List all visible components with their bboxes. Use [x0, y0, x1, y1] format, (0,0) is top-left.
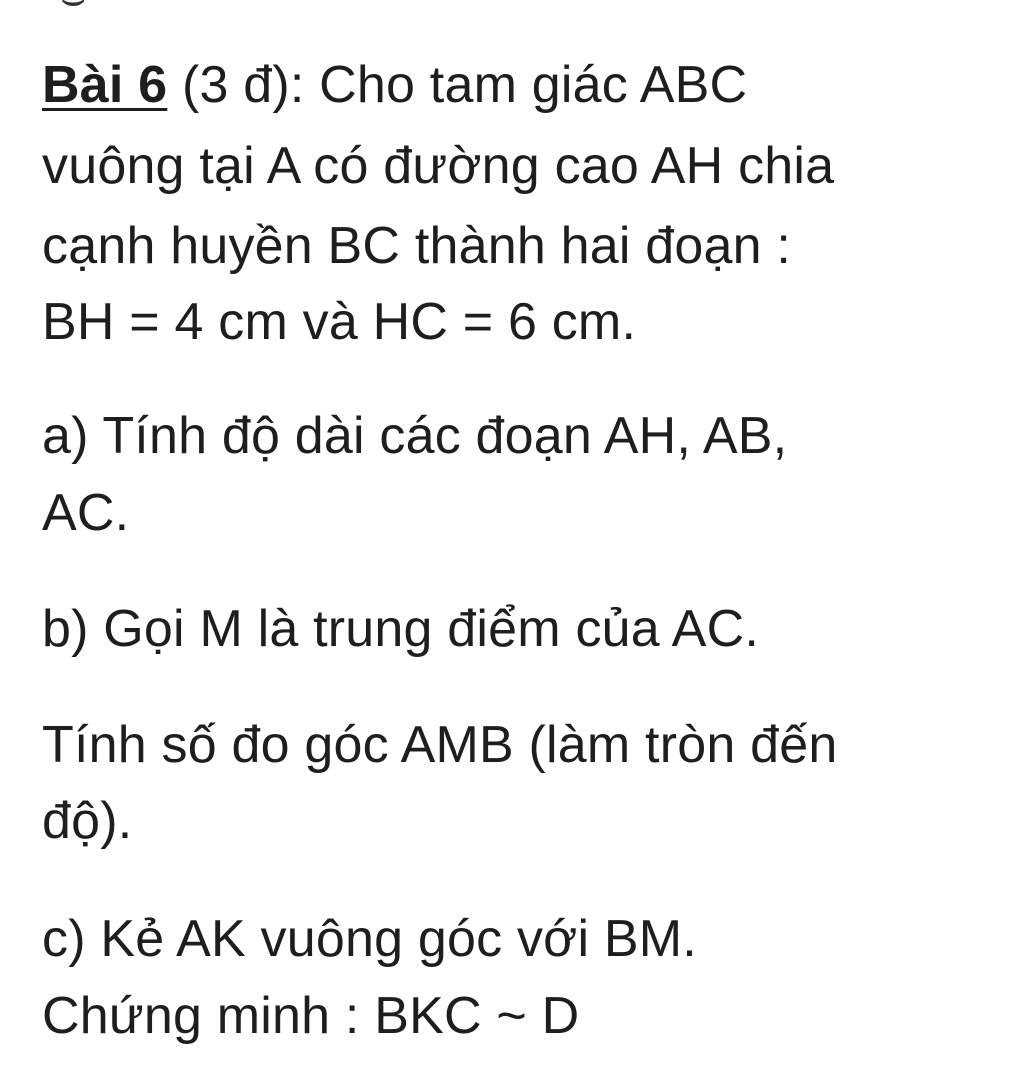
cropped-text-fragment — [60, 0, 104, 4]
part-b-question-line-1: Tính số đo góc AMB (làm tròn đến — [42, 716, 838, 774]
problem-title-line — [42, 55, 747, 115]
part-a-line-2: AC. — [42, 484, 130, 542]
part-b-question-line-2: độ). — [42, 792, 133, 850]
part-c-line-2: Chứng minh : BKC ~ D — [42, 987, 580, 1045]
problem-statement-line-2: cạnh huyền BC thành hai đoạn : — [42, 217, 792, 275]
problem-statement-line-1: vuông tại A có đường cao AH chia — [42, 137, 835, 195]
problem-number: Bài 6 — [42, 56, 168, 114]
problem-statement-line-3: BH = 4 cm và HC = 6 cm. — [42, 293, 637, 351]
part-a-line-1: a) Tính độ dài các đoạn AH, AB, — [42, 407, 788, 465]
part-b-line-1: b) Gọi M là trung điểm của AC. — [42, 600, 759, 658]
part-c-line-1: c) Kẻ AK vuông góc với BM. — [42, 910, 697, 968]
problem-intro: (3 đ): Cho tam giác ABC — [167, 56, 748, 114]
